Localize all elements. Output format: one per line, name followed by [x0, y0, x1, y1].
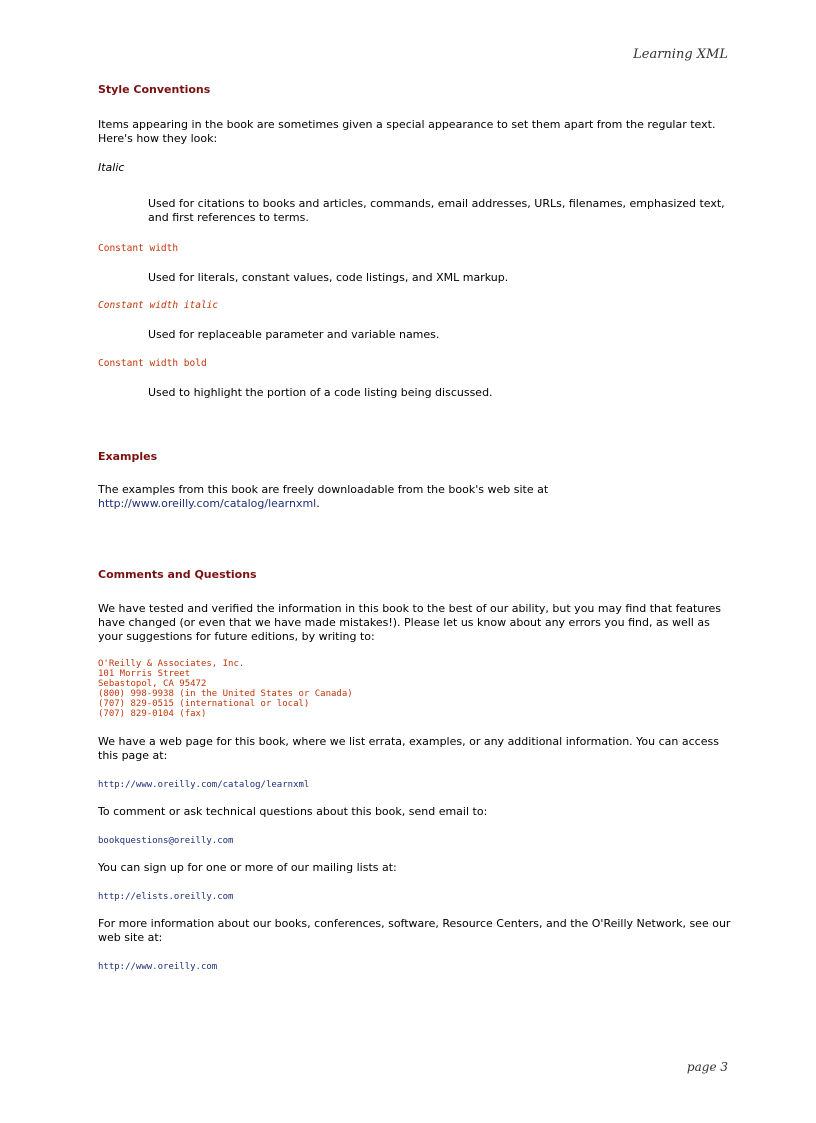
mailing-list-text: You can sign up for one or more of our mailing lists at:: [98, 861, 397, 874]
examples-link[interactable]: http://www.oreilly.com/catalog/learnxml: [98, 497, 317, 510]
email-text: To comment or ask technical questions about this book, send email to:: [98, 805, 488, 818]
section-heading-examples: Examples: [98, 450, 158, 463]
web-page-text: We have a web page for this book, where we list errata, examples, or any additional information. You can access this page at:: [98, 735, 719, 762]
examples-text: [98, 483, 738, 511]
address-line: (800) 998-9938 (in the United States or Canada): [98, 689, 353, 699]
address-line: Sebastopol, CA 95472: [98, 679, 207, 689]
section-heading-comments: Comments and Questions: [98, 568, 257, 581]
style-conventions-intro: Items appearing in the book are sometimes given a special appearance to set them apart from the regular text. Here's how they look:: [98, 118, 716, 145]
term-constant-width: Constant width: [98, 243, 179, 254]
comments-intro: We have tested and verified the information in this book to the best of our ability, but you may find that features have changed (or even that we have made mistakes!). Please let us know about any errors you find, as well as your suggestions for future editions, by writing to:: [98, 602, 722, 643]
mailing-address: [98, 659, 738, 719]
running-header: Learning XML: [633, 47, 728, 62]
address-line: 101 Morris Street: [98, 669, 191, 679]
address-line: O'Reilly & Associates, Inc.: [98, 659, 245, 669]
web-page-url[interactable]: http://www.oreilly.com/catalog/learnxml: [98, 780, 310, 790]
page-content: [98, 83, 738, 973]
mailing-list-url[interactable]: http://elists.oreilly.com: [98, 892, 234, 902]
definition-constant-width: Used for literals, constant values, code listings, and XML markup.: [148, 271, 509, 284]
site-url[interactable]: http://www.oreilly.com: [98, 962, 218, 972]
address-line: (707) 829-0104 (fax): [98, 709, 207, 719]
examples-link-suffix: .: [316, 497, 320, 510]
definition-constant-width-bold: Used to highlight the portion of a code listing being discussed.: [148, 386, 493, 399]
email-address[interactable]: bookquestions@oreilly.com: [98, 836, 234, 846]
term-italic: Italic: [98, 161, 125, 174]
more-info-text: For more information about our books, conferences, software, Resource Centers, and the O'Reilly Network, see our web site at:: [98, 917, 731, 944]
address-line: (707) 829-0515 (international or local): [98, 699, 310, 709]
definition-constant-width-italic: Used for replaceable parameter and variable names.: [148, 328, 440, 341]
term-constant-width-italic: Constant width italic: [98, 300, 219, 311]
examples-description: The examples from this book are freely downloadable from the book's web site at: [98, 483, 549, 496]
definition-italic: Used for citations to books and articles, commands, email addresses, URLs, filenames, emphasized text, and first references to terms.: [148, 197, 725, 224]
page-number: page 3: [686, 1060, 728, 1074]
section-heading-style-conventions: Style Conventions: [98, 83, 211, 96]
term-constant-width-bold: Constant width bold: [98, 358, 207, 369]
